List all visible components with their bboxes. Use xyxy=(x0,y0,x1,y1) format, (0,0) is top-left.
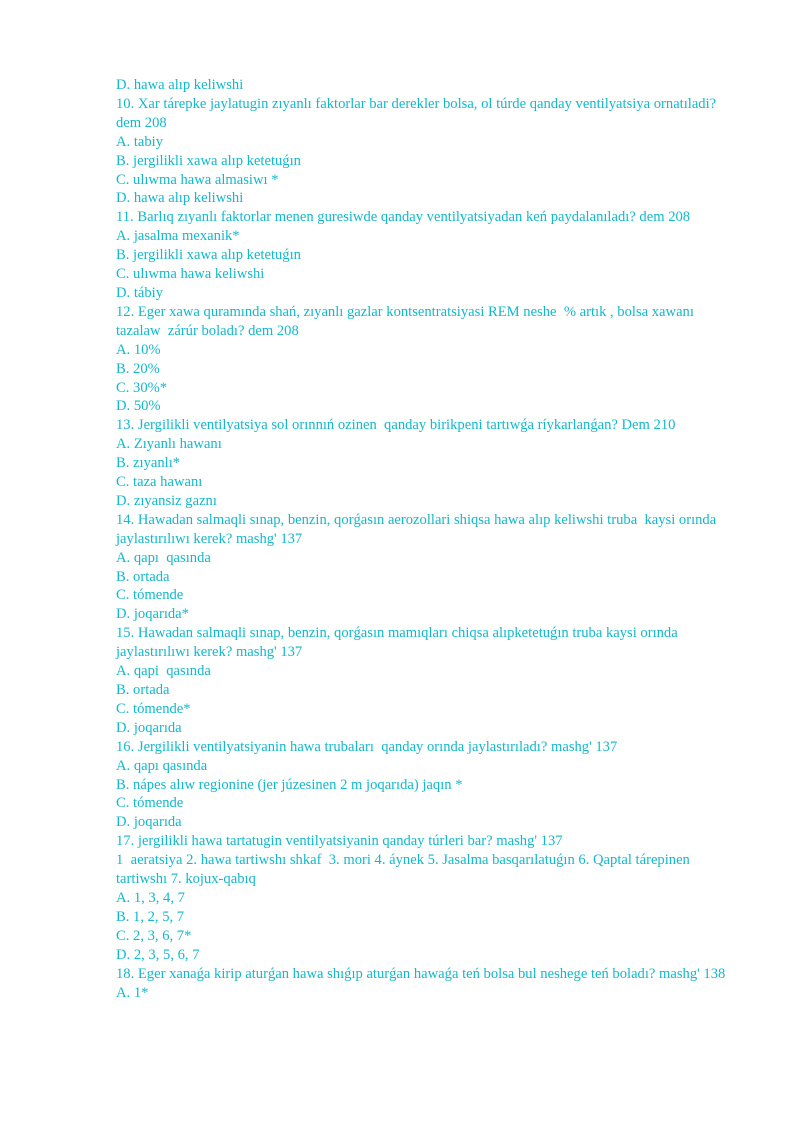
answer-option: C. tómende xyxy=(116,795,184,812)
answer-option: D. joqarıda xyxy=(116,814,182,831)
answer-option: B. zıyanlı* xyxy=(116,455,181,472)
answer-option: C. taza hawanı xyxy=(116,474,203,491)
question-text: 17. jergilikli hawa tartatugin ventilyatsiyanin qanday túrleri bar? mashg' 137 xyxy=(116,833,563,850)
answer-option: A. qapı qasında xyxy=(116,549,211,566)
answer-option: D. 50% xyxy=(116,398,161,415)
question-text: 18. Eger xanaǵa kirip aturǵan hawa shıǵıp aturǵan hawaǵa teń bolsa bul neshege teń boladı? mashg' 138 xyxy=(116,965,726,982)
answer-option: B. nápes alıw regionine (jer júzesinen 2 m joqarıda) jaqın * xyxy=(116,776,463,793)
question-list-text: 1 aeratsiya 2. hawa tartiwshı shkaf 3. mori 4. áynek 5. Jasalma basqarılatuǵın 6. Qaptal tárepinen tartiwshı 7. kojux-qabıq xyxy=(116,852,698,888)
question-text: 13. Jergilikli ventilyatsiya sol orınnıń ozinen qanday birikpeni tartıwǵa ríykarlanǵan? Dem 210 xyxy=(116,417,676,434)
answer-option: C. 30%* xyxy=(116,379,168,396)
answer-option: B. jergilikli xawa alıp ketetuǵın xyxy=(116,247,301,264)
answer-option: D. joqarıda* xyxy=(116,606,189,623)
answer-option: A. tabiy xyxy=(116,133,164,150)
answer-option: B. ortada xyxy=(116,568,170,585)
answer-option: A. 1* xyxy=(116,984,149,1001)
question-text: 12. Eger xawa quramında shań, zıyanlı gazlar kontsentratsiyasi REM neshe % artık , bolsa xawanı tazalaw zárúr boladı? dem 208 xyxy=(116,303,702,339)
answer-option: D. hawa alıp keliwshi xyxy=(116,77,244,93)
answer-option: C. tómende xyxy=(116,587,184,604)
question-text: 15. Hawadan salmaqli sınap, benzin, qorǵasın mamıqları chiqsa alıpketetuǵın truba kaysi orında jaylastırılıwı kerek? mashg' 137 xyxy=(116,625,682,661)
question-text: 14. Hawadan salmaqli sınap, benzin, qorǵasın aerozollari shiqsa hawa alıp keliwshi truba kaysi orında jaylastırılıwı kerek? mashg' 137 xyxy=(116,511,724,547)
answer-option: A. 1, 3, 4, 7 xyxy=(116,889,185,906)
answer-option: C. ulıwma hawa keliwshi xyxy=(116,266,265,283)
answer-option: D. hawa alıp keliwshi xyxy=(116,190,244,207)
question-text: 16. Jergilikli ventilyatsiyanin hawa trubaları qanday orında jaylastırıladı? mashg' 137 xyxy=(116,738,618,755)
answer-option: B. jergilikli xawa alıp ketetuǵın xyxy=(116,152,301,169)
answer-option: D. joqarıda xyxy=(116,719,182,736)
answer-option: A. qapi qasında xyxy=(116,663,211,680)
question-text: 11. Barlıq zıyanlı faktorlar menen guresiwde qanday ventilyatsiyadan keń paydalanıladı? dem 208 xyxy=(116,209,691,226)
answer-option: B. ortada xyxy=(116,682,170,698)
answer-option: D. tábiy xyxy=(116,284,164,301)
answer-option: B. 20% xyxy=(116,360,160,377)
answer-option: D. 2, 3, 5, 6, 7 xyxy=(116,946,200,963)
answer-option: A. Zıyanlı hawanı xyxy=(116,436,222,453)
answer-option: A. jasalma mexanik* xyxy=(116,228,240,245)
answer-option: A. 10% xyxy=(116,341,161,358)
answer-option: C. ulıwma hawa almasiwı * xyxy=(116,171,279,188)
answer-option: C. 2, 3, 6, 7* xyxy=(116,927,192,944)
answer-option: D. zıyansiz gaznı xyxy=(116,492,217,509)
answer-option: B. 1, 2, 5, 7 xyxy=(116,908,185,925)
answer-option: C. tómende* xyxy=(116,700,191,717)
answer-option: A. qapı qasında xyxy=(116,757,208,774)
question-text: 10. Xar tárepke jaylatugin zıyanlı faktorlar bar derekler bolsa, ol túrde qanday ventilyatsiya ornatıladi? dem 208 xyxy=(116,95,720,131)
